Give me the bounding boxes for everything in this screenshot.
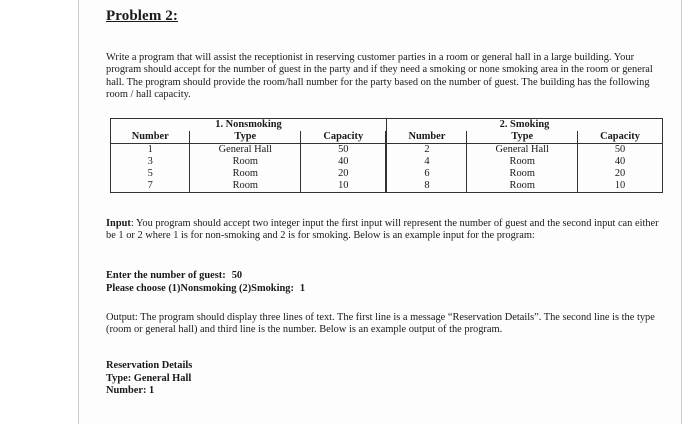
cell-capacity: 40 [301, 156, 387, 168]
cell-number: 1 [111, 144, 190, 157]
table-row [111, 180, 663, 193]
cell-type: Room [190, 180, 301, 193]
document-content [106, 8, 666, 397]
cell-number: 5 [111, 168, 190, 180]
cell-capacity: 50 [301, 144, 387, 157]
table-group-row [111, 119, 663, 132]
header-capacity: Capacity [301, 131, 387, 144]
cell-type: Room [467, 156, 578, 168]
cell-type: Room [467, 180, 578, 193]
cell-number: 3 [111, 156, 190, 168]
input-text: : You program should accept two integer input the first input will represent the number of guest and the second input can either be 1 or 2 where 1 is for non-smoking and 2 is for smoking. Below is an example input for the program: [106, 218, 659, 242]
cell-type: Room [467, 168, 578, 180]
cell-number: 6 [386, 168, 466, 180]
header-capacity: Capacity [578, 131, 663, 144]
example-line-smoking [106, 283, 305, 296]
cell-type: Room [190, 156, 301, 168]
intro-paragraph: Write a program that will assist the receptionist in reserving customer parties in a room or general hall in a large building. Your program should accept for the number of guest in the party and if they need a smoking or none smoking area in the room or general hall. The program should provide the room/hall number for the party based on the number of guest. The building has the following room / hall capacity. [106, 52, 653, 101]
cell-number: 2 [386, 144, 466, 157]
document-page [78, 0, 682, 424]
cell-capacity: 10 [578, 180, 663, 193]
cell-type: Room [190, 168, 301, 180]
header-type: Type [190, 131, 301, 144]
table-row [111, 156, 663, 168]
example-input [106, 270, 305, 295]
problem-title: Problem 2: [106, 8, 178, 24]
header-number: Number [386, 131, 466, 144]
sample-output-line-2: Type: General Hall [106, 372, 192, 384]
sample-output [106, 360, 192, 398]
cell-capacity: 40 [578, 156, 663, 168]
room-capacity-table [110, 118, 663, 193]
table-row [111, 144, 663, 157]
output-paragraph: Output: The program should display three lines of text. The first line is a message “Reservation Details”. The second line is the type (room or general hall) and third line is the number. Below is an example output of the program. [106, 312, 655, 336]
cell-number: 4 [386, 156, 466, 168]
table-header-row [111, 131, 663, 144]
cell-number: 7 [111, 180, 190, 193]
table-row [111, 168, 663, 180]
cell-type: General Hall [467, 144, 578, 157]
input-paragraph [106, 218, 664, 243]
sample-output-line-3: Number: 1 [106, 385, 155, 397]
cell-number: 8 [386, 180, 466, 193]
example-guests-value: 50 [231, 270, 243, 281]
group-nonsmoking: 1. Nonsmoking [111, 119, 387, 132]
group-smoking: 2. Smoking [386, 119, 662, 132]
cell-capacity: 50 [578, 144, 663, 157]
input-label: Input [106, 218, 131, 229]
sample-output-line-1: Reservation Details [106, 360, 193, 371]
example-line-guests [106, 270, 305, 283]
header-number: Number [111, 131, 190, 144]
cell-capacity: 20 [578, 168, 663, 180]
cell-type: General Hall [190, 144, 301, 157]
example-smoking-value: 1 [299, 282, 306, 294]
cell-capacity: 20 [301, 168, 387, 180]
example-guests-label: Enter the number of guest: [106, 270, 226, 281]
header-type: Type [467, 131, 578, 144]
cell-capacity: 10 [301, 180, 387, 193]
example-smoking-label: Please choose (1)Nonsmoking (2)Smoking: [106, 282, 294, 294]
